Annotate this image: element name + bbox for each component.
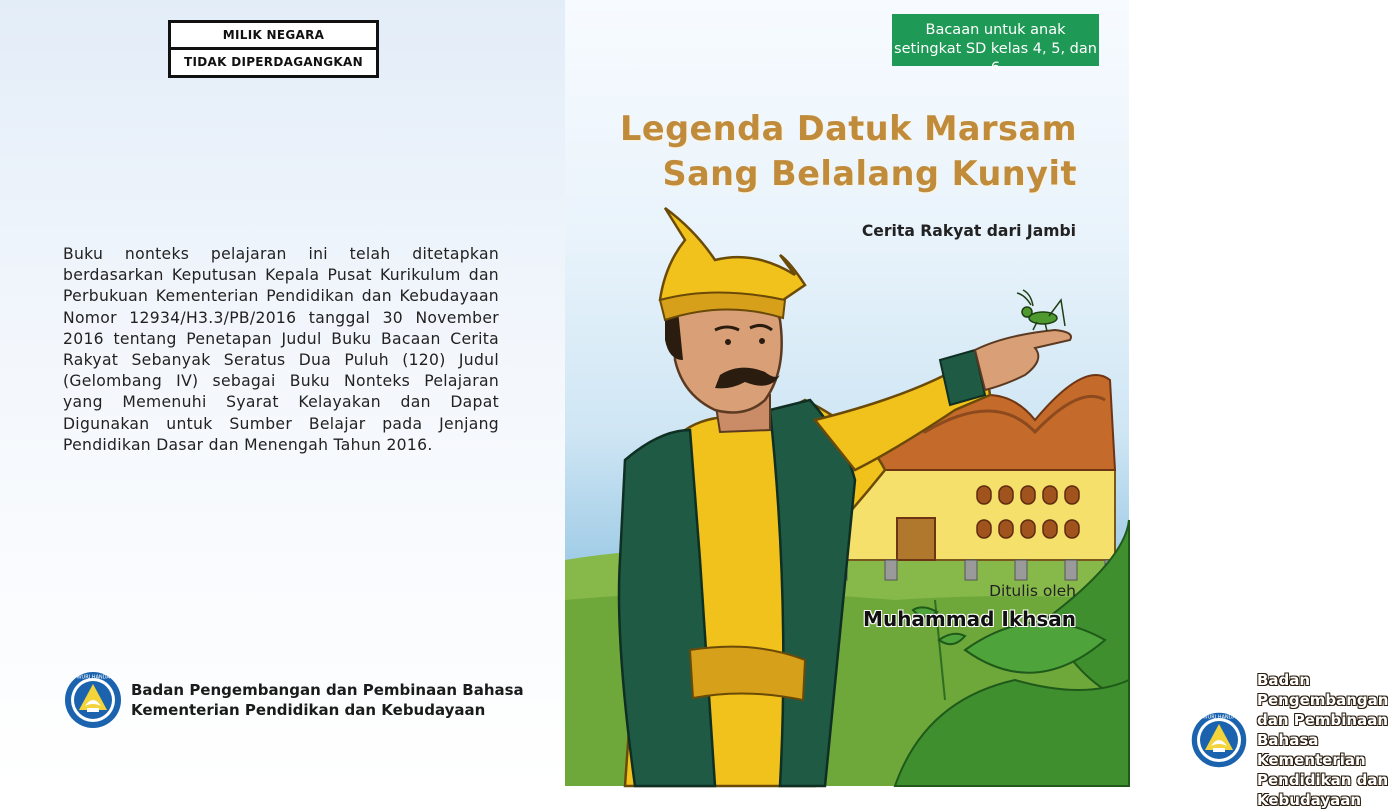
logo-motto: TUT WURI HANDAYANI — [1191, 714, 1247, 721]
book-title-line-1: Legenda Datuk Marsam — [620, 109, 1077, 148]
level-badge-line-1: Bacaan untuk anak — [925, 22, 1066, 38]
level-badge-line-2: setingkat SD kelas 4, 5, dan 6 — [894, 41, 1097, 76]
ownership-stamp — [168, 20, 379, 78]
stamp-line-milik-negara: MILIK NEGARA — [222, 28, 325, 42]
book-subtitle: Cerita Rakyat dari Jambi — [861, 222, 1076, 240]
stamp-line-tidak-diperdagangkan: TIDAK DIPERDAGANGKAN — [171, 47, 376, 74]
publisher-line-2: Kementerian Pendidikan dan Kebudayaan — [1257, 751, 1388, 809]
written-by-label: Ditulis oleh — [989, 582, 1076, 600]
publisher-line-2: Kementerian Pendidikan dan Kebudayaan — [131, 701, 486, 719]
publisher-line-1: Badan Pengembangan dan Pembinaan Bahasa — [1257, 671, 1388, 749]
tut-wuri-handayani-logo-icon — [1189, 710, 1249, 770]
back-publisher — [63, 670, 524, 730]
decree-statement: Buku nonteks pelajaran ini telah ditetapkan berdasarkan Keputusan Kepala Pusat Kurikulum dan Perbukuan Kementerian Pendidikan dan Kebudayaan Nomor 12934/H3.3/PB/2016 tanggal 30 November 2016 tentang Penetapan Judul Buku Bacaan Cerita Rakyat Sebanyak Seratus Dua Puluh (120) Judul (Gelombang IV) sebagai Buku Nonteks Pelajaran yang Memenuhi Syarat Kelayakan dan Dapat Digunakan untuk Sumber Belajar pada Jenjang Pendidikan Dasar dan Menengah Tahun 2016. — [63, 245, 499, 454]
reading-level-badge — [892, 14, 1099, 76]
logo-motto: TUT WURI HANDAYANI — [65, 674, 121, 681]
yellow-grasshopper-icon — [1017, 290, 1065, 331]
back-cover — [0, 0, 565, 786]
book-title — [620, 106, 1077, 196]
front-publisher — [1189, 670, 1388, 810]
book-title-line-2: Sang Belalang Kunyit — [662, 154, 1077, 193]
front-cover — [565, 0, 1388, 809]
tut-wuri-handayani-logo-icon — [63, 670, 123, 730]
author-name: Muhammad Ikhsan — [863, 607, 1076, 631]
publisher-line-1: Badan Pengembangan dan Pembinaan Bahasa — [131, 681, 524, 699]
